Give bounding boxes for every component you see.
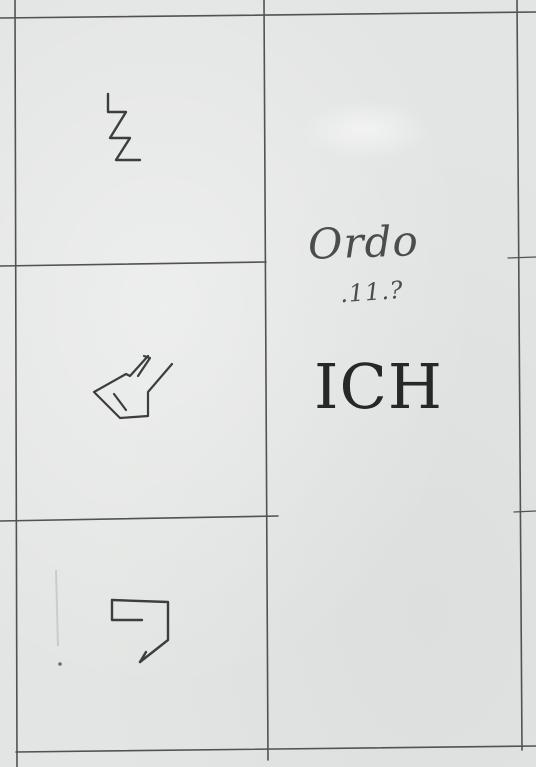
top-rule-line [0,12,536,18]
stray-pencil-mark [48,566,68,676]
right-tick-1 [508,257,536,258]
row-divider-2 [0,516,278,521]
ordo-number: .11.? [339,275,405,309]
bottom-rule-line [16,746,536,752]
right-tick-2 [514,511,536,512]
left-column-line [15,0,17,767]
row-divider-1 [0,262,266,266]
bracket-hook-cipher-symbol [100,590,180,670]
middle-column-line [264,0,268,760]
stepped-zigzag-cipher-symbol [96,88,152,192]
ordo-label: Ordo [307,216,420,269]
cipher-code-letters: ICH [314,350,443,423]
hooked-box-cipher-symbol [86,350,182,430]
right-column-line [517,0,522,750]
